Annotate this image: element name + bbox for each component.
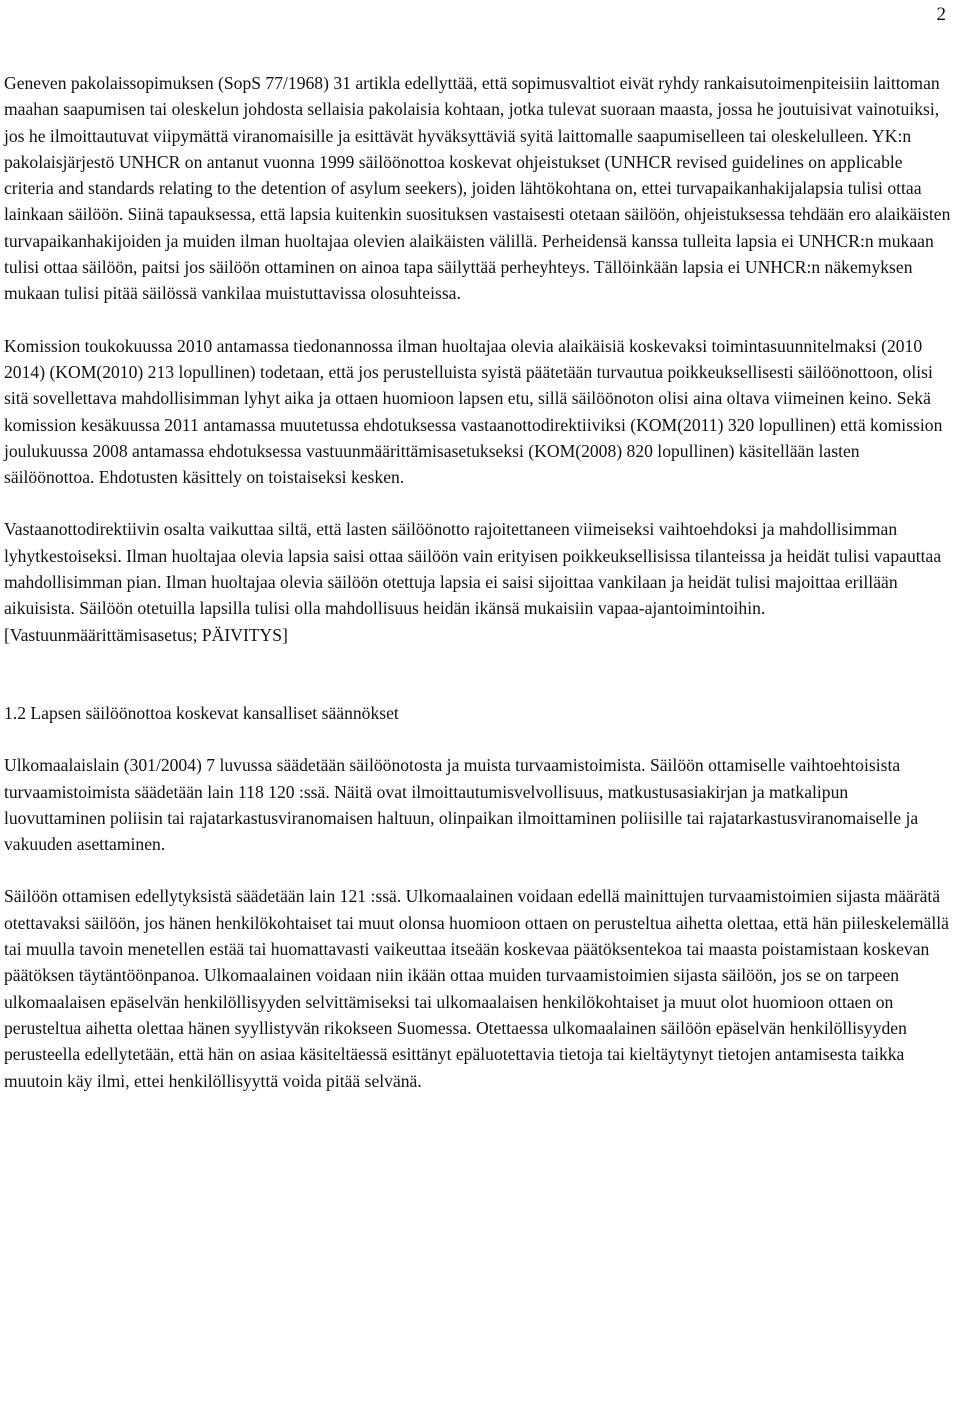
paragraph-geneva-convention: Geneven pakolaissopimuksen (SopS 77/1968) 31 artikla edellyttää, että sopimusvaltiot eivät ryhdy rankaisutoimenpiteisiin laittoman maahan saapumisen tai oleskelun johdosta sellaisia pakolaisia kohtaan, jotka tulevat suoraan maasta, jossa he joutuisivat vainotuiksi, jos he ilmoittautuvat viipymättä viranomaisille ja esittävät hyväksyttäviä syitä laittomalle saapumiselleen tai oleskelulleen. YK:n pakolaisjärjestö UNHCR on antanut vuonna 1999 säilöönottoa koskevat ohjeistukset (UNHCR revised guidelines on applicable criteria and standards relating to the detention of asylum seekers), joiden lähtökohtana on, ettei turvapaikanhakijalapsia tulisi ottaa lainkaan säilöön. Siinä tapauksessa, että lapsia kuitenkin suosituksen vastaisesti otetaan säilöön, ohjeistuksessa tehdään ero alaikäisten turvapaikanhakijoiden ja muiden ilman huoltajaa olevien alaikäisten välillä. Perheidensä kanssa tulleita lapsia ei UNHCR:n mukaan tulisi ottaa säilöön, paitsi jos säilöön ottaminen on ainoa tapa säilyttää perheyhteys. Tällöinkään lapsia ei UNHCR:n näkemyksen mukaan tulisi pitää säilössä vankilaa muistuttavissa olosuhteissa. bbox=[4, 73, 951, 304]
document-body bbox=[4, 70, 954, 1094]
paragraph-aliens-act-chapter-7: Ulkomaalaislain (301/2004) 7 luvussa säädetään säilöönotosta ja muista turvaamistoimista. Säilöön ottamiselle vaihtoehtoisista turvaamistoimista säädetään lain 118 120 :ssä. Näitä ovat ilmoittautumisvelvollisuus, matkustusasiakirjan ja matkalipun luovuttaminen poliisin tai rajatarkastusviranomaisen haltuun, olinpaikan ilmoittaminen poliisille tai rajatarkastusviranomaiselle ja vakuuden asettaminen. bbox=[4, 755, 919, 855]
paragraph-reception-directive: Vastaanottodirektiivin osalta vaikuttaa siltä, että lasten säilöönotto rajoitettaneen viimeiseksi vaihtoehdoksi ja mahdollisimman lyhytkestoiseksi. Ilman huoltajaa olevia lapsia saisi ottaa säilöön vain erityisen poikkeuksellisissa tilanteissa ja heidät tulisi vapauttaa mahdollisimman pian. Ilman huoltajaa olevia säilöön otettuja lapsia ei saisi sijoittaa vankilaan ja heidät tulisi majoittaa erillään aikuisista. Säilöön otetuilla lapsilla tulisi olla mahdollisuus heidän ikänsä mukaisiin vapaa-ajantoimintoihin. [Vastuunmäärittämisasetus; PÄIVITYS] bbox=[4, 519, 942, 645]
page-number: 2 bbox=[936, 4, 946, 25]
paragraph-detention-conditions: Säilöön ottamisen edellytyksistä säädetään lain 121 :ssä. Ulkomaalainen voidaan edellä mainittujen turvaamistoimien sijasta määrätä otettavaksi säilöön, jos hänen henkilökohtaiset tai muut olonsa huomioon ottaen on perusteltua aihetta olettaa, että hän piileskelemällä tai muulla tavoin menetellen estää tai huomattavasti vaikeuttaa itseään koskevaa päätöksentekoa tai maasta poistamistaan koskevan päätöksen täytäntöönpanoa. Ulkomaalainen voidaan niin ikään ottaa muiden turvaamistoimien sijasta säilöön, jos se on tarpeen ulkomaalaisen epäselvän henkilöllisyyden selvittämiseksi tai ulkomaalaisen henkilökohtaiset ja muut olot huomioon ottaen on perusteltua aihetta olettaa hänen syyllistyvän rikokseen Suomessa. Otettaessa ulkomaalainen säilöön epäselvän henkilöllisyyden perusteella edellytetään, että hän on asiaa käsiteltäessä esittänyt epäluotettavia tietoja tai kieltäytynyt tietojen antamisesta taikka muutoin käy ilmi, ettei henkilöllisyyttä voida pitää selvänä. bbox=[4, 886, 949, 1091]
paragraph-commission-communication: Komission toukokuussa 2010 antamassa tiedonannossa ilman huoltajaa olevia alaikäisiä koskevaksi toimintasuunnitelmaksi (2010 2014) (KOM(2010) 213 lopullinen) todetaan, että jos perustelluista syistä päätetään turvautua poikkeuksellisesti säilöönottoon, olisi sitä sovellettava mahdollisimman lyhyt aika ja ottaen huomioon lapsen etu, sillä säilöönoton olisi aina oltava viimeinen keino. Sekä komission kesäkuussa 2011 antamassa muutetussa ehdotuksessa vastaanottodirektiiviksi (KOM(2011) 320 lopullinen) että komission joulukuussa 2008 antamassa ehdotuksessa vastuunmäärittämisasetukseksi (KOM(2008) 820 lopullinen) käsitellään lasten säilöönottoa. Ehdotusten käsittely on toistaiseksi kesken. bbox=[4, 335, 943, 488]
section-heading: 1.2 Lapsen säilöönottoa koskevat kansalliset säännökset bbox=[4, 702, 399, 723]
